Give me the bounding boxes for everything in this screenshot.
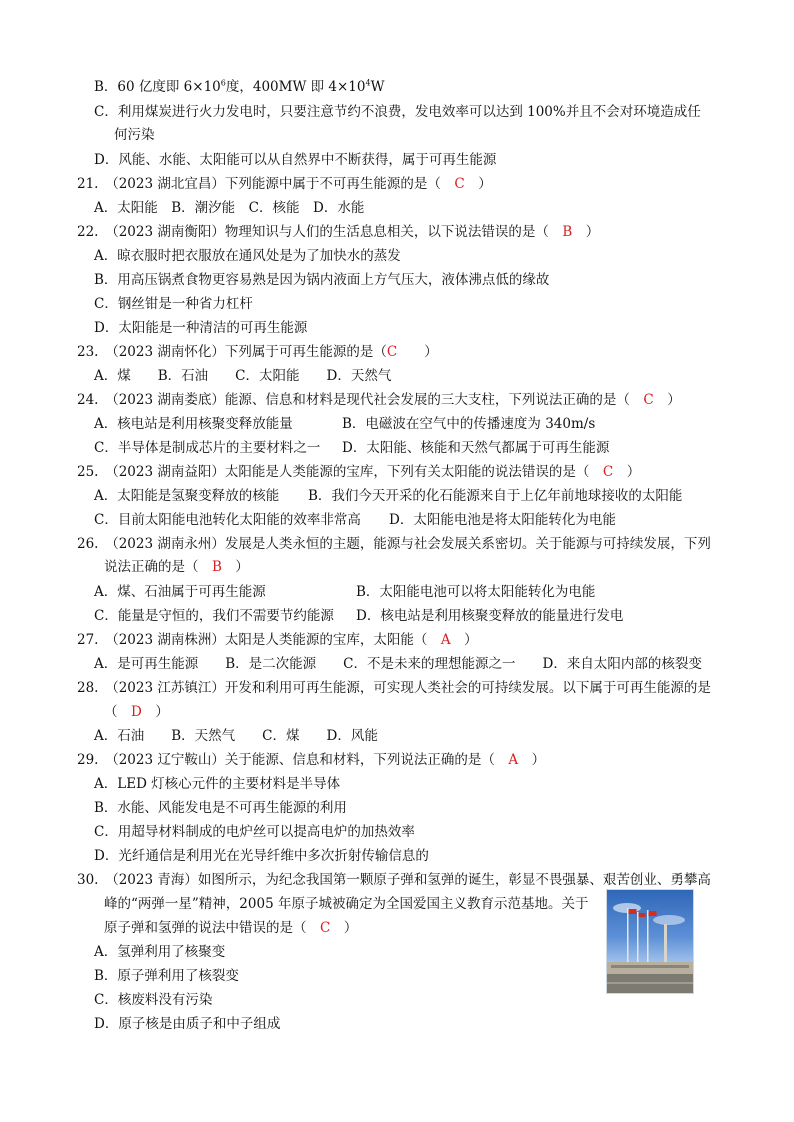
q27-options: A．是可再生能源 B．是二次能源 C．不是未来的理想能源之一 D．来自太阳内部的核裂变 <box>94 656 702 672</box>
q25-answer: C <box>602 464 614 480</box>
q30-option-d: D．原子核是由质子和中子组成 <box>94 1016 281 1032</box>
monument-illustration <box>607 890 693 993</box>
q25-option-a: A．太阳能是氢聚变释放的核能 <box>94 488 280 504</box>
q26-answer: B <box>212 559 222 575</box>
q26-stem-cont: 说法正确的是（ B ） <box>104 559 249 575</box>
q28-options: A．石油 B．天然气 C．煤 D．风能 <box>94 728 378 744</box>
q29-option-b: B．水能、风能发电是不可再生能源的利用 <box>94 800 347 816</box>
q27-stem: 27. （2023 湖南株洲）太阳是人类能源的宝库，太阳能（ A ） <box>77 632 478 648</box>
q25-option-d: D．太阳能电池是将太阳能转化为电能 <box>389 512 616 528</box>
q21-answer: C <box>454 176 465 192</box>
q24-option-c: C．半导体是制成芯片的主要材料之一 <box>94 440 321 456</box>
q30-option-c: C．核废料没有污染 <box>94 992 213 1008</box>
q23-options: A．煤 B．石油 C．太阳能 D．天然气 <box>94 368 392 384</box>
q29-option-c: C．用超导材料制成的电炉丝可以提高电炉的加热效率 <box>94 824 415 840</box>
q21-options: A．太阳能 B．潮汐能 C．核能 D．水能 <box>94 200 365 216</box>
q24-option-a: A．核电站是利用核聚变释放能量 <box>94 416 293 432</box>
q22-option-b: B．用高压锅煮食物更容易熟是因为锅内液面上方气压大，液体沸点低的缘故 <box>94 272 550 288</box>
q25-option-b: B．我们今天开采的化石能源来自于上亿年前地球接收的太阳能 <box>308 488 683 504</box>
q29-option-a: A．LED 灯核心元件的主要材料是半导体 <box>94 776 341 792</box>
q27-answer: A <box>440 632 451 648</box>
q30-stem-cont: 峰的“两弹一星”精神，2005 年原子城被确定为全国爱国主义教育示范基地。关于 <box>104 896 589 912</box>
q30-answer: C <box>320 920 331 936</box>
q24-answer: C <box>643 392 654 408</box>
q24-option-d: D．太阳能、核能和天然气都属于可再生能源 <box>342 440 610 456</box>
q26-option-a: A．煤、石油属于可再生能源 <box>94 584 266 600</box>
q26-option-b: B．太阳能电池可以将太阳能转化为电能 <box>356 584 596 600</box>
q22-option-a: A．晾衣服时把衣服放在通风处是为了加快水的蒸发 <box>94 248 401 264</box>
prev-option-c-cont: 何污染 <box>114 127 155 143</box>
q23-answer: C <box>386 344 398 360</box>
q28-answer: D <box>131 704 142 720</box>
q29-option-d: D．光纤通信是利用光在光导纤维中多次折射传输信息的 <box>94 848 429 864</box>
prev-option-d: D．风能、水能、太阳能可以从自然界中不断获得，属于可再生能源 <box>94 152 497 168</box>
q22-stem: 22. （2023 湖南衡阳）物理知识与人们的生活息息相关，以下说法错误的是（ B ） <box>77 224 600 240</box>
prev-option-c: C．利用煤炭进行火力发电时，只要注意节约不浪费，发电效率可以达到 100%并且不会对环境造成任 <box>94 104 701 120</box>
prev-option-b: B．60 亿度即 $6\times 10^6$度，400MW 即 $4\times 10^4W$ <box>94 78 385 95</box>
q22-answer: B <box>562 224 573 240</box>
monument-photo <box>606 889 694 994</box>
q22-option-d: D．太阳能是一种清洁的可再生能源 <box>94 320 308 336</box>
q30-option-b: B．原子弹利用了核裂变 <box>94 968 239 984</box>
q25-option-c: C．目前太阳能电池转化太阳能的效率非常高 <box>94 512 361 528</box>
q29-answer: A <box>508 752 519 768</box>
q28-answer-line: （ D ） <box>104 704 169 720</box>
q21-stem: 21. （2023 湖北宜昌）下列能源中属于不可再生能源的是（ C ） <box>77 176 492 192</box>
q28-stem: 28. （2023 江苏镇江）开发和利用可再生能源，可实现人类社会的可持续发展。以下属于可再生能源的是 <box>77 680 711 696</box>
q29-stem: 29. （2023 辽宁鞍山）关于能源、信息和材料，下列说法正确的是（ A ） <box>77 752 546 768</box>
q30-stem: 30. （2023 青海）如图所示，为纪念我国第一颗原子弹和氢弹的诞生，彰显不畏强暴、艰苦创业、勇攀高 <box>77 872 711 888</box>
q25-stem: 25. （2023 湖南益阳）太阳能是人类能源的宝库，下列有关太阳能的说法错误的是（ C ） <box>77 464 641 480</box>
q30-option-a: A．氢弹利用了核聚变 <box>94 944 226 960</box>
q26-option-c: C．能量是守恒的，我们不需要节约能源 <box>94 608 334 624</box>
q26-stem: 26. （2023 湖南永州）发展是人类永恒的主题，能源与社会发展关系密切。关于能源与可持续发展，下列 <box>77 536 711 552</box>
q26-option-d: D．核电站是利用核聚变释放的能量进行发电 <box>356 608 624 624</box>
q22-option-c: C．钢丝钳是一种省力杠杆 <box>94 296 253 312</box>
q24-option-b: B．电磁波在空气中的传播速度为 340m/s <box>342 416 596 432</box>
q23-stem: 23. （2023 湖南怀化）下列属于可再生能源的是（C ） <box>77 344 438 360</box>
q30-stem-cont2: 原子弹和氢弹的说法中错误的是（ C ） <box>104 920 358 936</box>
q24-stem: 24. （2023 湖南娄底）能源、信息和材料是现代社会发展的三大支柱，下列说法正确的是（ C ） <box>77 392 681 408</box>
